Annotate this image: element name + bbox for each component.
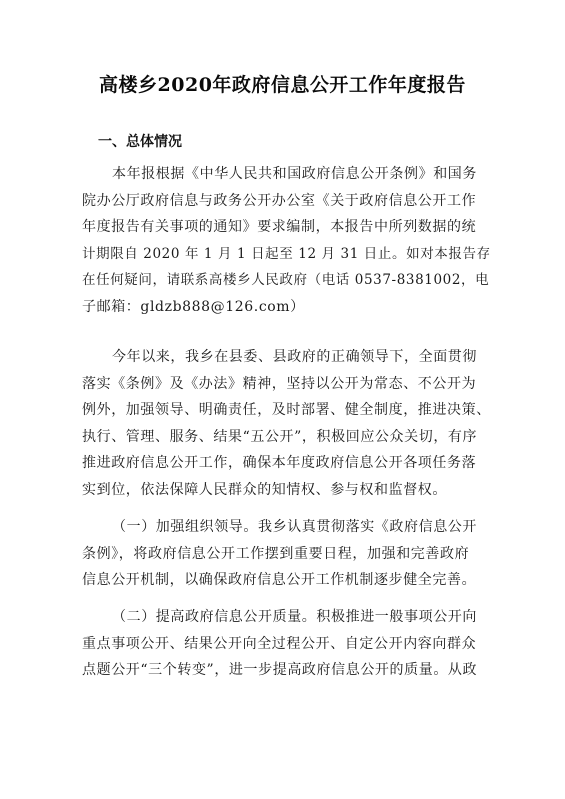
paragraph-line: （二）提高政府信息公开质量。积极推进一般事项公开向 [112,609,477,625]
paragraph-2 [82,344,492,503]
paragraph-line: 落实《条例》及《办法》精神，坚持以公开为常态、不公开为 [82,375,477,392]
paragraph-1 [82,161,492,320]
paragraph-line: 执行、管理、服务、结果“五公开”，积极回应公众关切，有序 [82,428,478,445]
paragraph-line: 信息公开机制，以确保政府信息公开工作机制逐步健全完善。 [82,572,477,588]
paragraph-line: （一）加强组织领导。我乡认真贯彻落实《政府信息公开 [112,519,477,535]
paragraph-line: 推进政府信息公开工作，确保本年度政府信息公开各项任务落 [82,455,477,471]
paragraph-4 [82,604,492,684]
paragraph-line: 年度报告有关事项的通知》要求编制，本报告中所列数据的统 [82,219,477,235]
paragraph-line: 重点事项公开、结果公开向全过程公开、自定公开内容向群众 [82,635,477,652]
paragraph-line: 点题公开“三个转变”，进一步提高政府信息公开的质量。从政 [82,662,478,678]
paragraph-line: 子邮箱：gldzb888@126.com） [82,298,305,315]
paragraph-line: 例外，加强领导、明确责任，及时部署、健全制度，推进决策、 [82,402,491,418]
paragraph-line: 条例》，将政府信息公开工作摆到重要日程，加强和完善政府 [82,545,470,562]
paragraph-3 [82,514,492,594]
section-heading: 一、总体情况 [98,134,182,150]
document-title: 高楼乡2020年政府信息公开工作年度报告 [99,74,466,96]
paragraph-line: 实到位，依法保障人民群众的知情权、参与权和监督权。 [82,481,447,498]
paragraph-line: 院办公厅政府信息与政务公开办公室《关于政府信息公开工作 [82,192,477,209]
paragraph-line: 今年以来，我乡在县委、县政府的正确领导下，全面贯彻 [112,349,477,365]
paragraph-line: 在任何疑问，请联系高楼乡人民政府（电话 0537-8381002，电 [82,272,490,288]
paragraph-line: 本年报根据《中华人民共和国政府信息公开条例》和国务 [112,166,477,182]
paragraph-line: 计期限自 2020 年 1 月 1 日起至 12 月 31 日止。如对本报告存 [82,245,491,262]
